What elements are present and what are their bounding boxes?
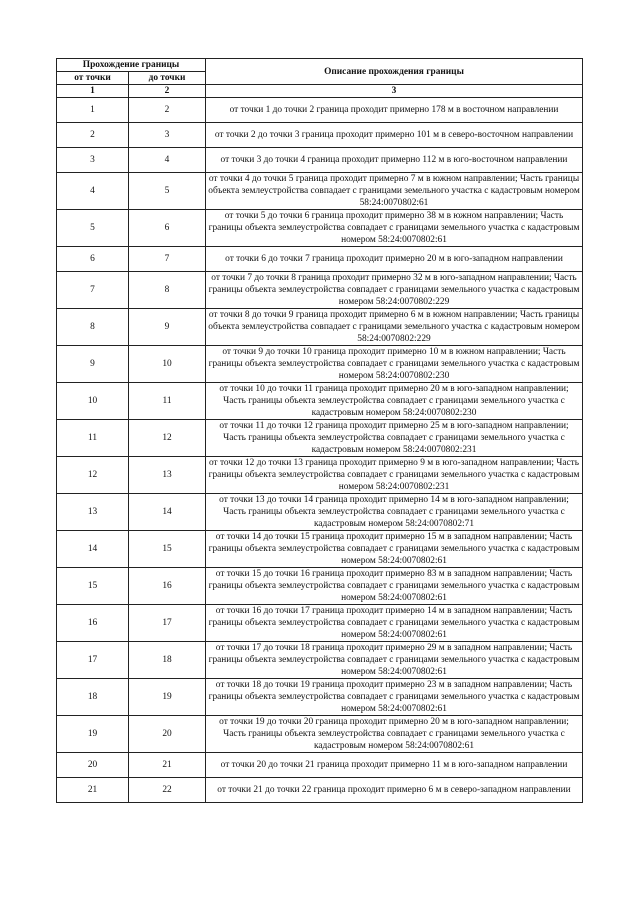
cell-to-point: 17 xyxy=(129,605,206,642)
cell-description: от точки 8 до точки 9 граница проходит примерно 6 м в южном направлении; Часть границы объекта землеустройства совпадает с границами земельного участка с кадастровым номером 58:24:0070802:229 xyxy=(206,309,583,346)
cell-to-point: 11 xyxy=(129,383,206,420)
cell-from-point: 4 xyxy=(57,173,129,210)
cell-description: от точки 3 до точки 4 граница проходит примерно 112 м в юго-восточном направлении xyxy=(206,148,583,173)
cell-from-point: 3 xyxy=(57,148,129,173)
cell-description: от точки 13 до точки 14 граница проходит примерно 14 м в юго-западном направлении; Часть границы объекта землеустройства совпадает с границами земельного участка с кадастровым номером 58:24:0070802:71 xyxy=(206,494,583,531)
cell-from-point: 12 xyxy=(57,457,129,494)
table-row xyxy=(57,420,583,457)
cell-description: от точки 9 до точки 10 граница проходит примерно 10 м в южном направлении; Часть границы объекта землеустройства совпадает с границами земельного участка с кадастровым номером 58:24:0070802:230 xyxy=(206,346,583,383)
cell-to-point: 8 xyxy=(129,272,206,309)
cell-description: от точки 4 до точки 5 граница проходит примерно 7 м в южном направлении; Часть границы объекта землеустройства совпадает с границами земельного участка с кадастровым номером 58:24:0070802:61 xyxy=(206,173,583,210)
cell-description: от точки 19 до точки 20 граница проходит примерно 20 м в юго-западном направлении; Часть границы объекта землеустройства совпадает с границами земельного участка с кадастровым номером 58:24:0070802:61 xyxy=(206,716,583,753)
cell-from-point: 15 xyxy=(57,568,129,605)
cell-from-point: 21 xyxy=(57,778,129,803)
table-header xyxy=(57,59,583,98)
cell-description: от точки 17 до точки 18 граница проходит примерно 29 м в западном направлении; Часть границы объекта землеустройства совпадает с границами земельного участка с кадастровым номером 58:24:0070802:61 xyxy=(206,642,583,679)
cell-from-point: 5 xyxy=(57,210,129,247)
table-row xyxy=(57,531,583,568)
header-column-number-3: 3 xyxy=(206,85,583,98)
cell-description: от точки 2 до точки 3 граница проходит примерно 101 м в северо-восточном направлении xyxy=(206,123,583,148)
table-row xyxy=(57,642,583,679)
cell-to-point: 20 xyxy=(129,716,206,753)
header-to-point: до точки xyxy=(129,72,206,85)
table-row xyxy=(57,494,583,531)
header-column-number-2: 2 xyxy=(129,85,206,98)
cell-description: от точки 20 до точки 21 граница проходит примерно 11 м в юго-западном направлении xyxy=(206,753,583,778)
cell-from-point: 2 xyxy=(57,123,129,148)
table-row xyxy=(57,716,583,753)
table-row xyxy=(57,605,583,642)
cell-description: от точки 14 до точки 15 граница проходит примерно 15 м в западном направлении; Часть границы объекта землеустройства совпадает с границами земельного участка с кадастровым номером 58:24:0070802:61 xyxy=(206,531,583,568)
cell-to-point: 21 xyxy=(129,753,206,778)
cell-to-point: 2 xyxy=(129,98,206,123)
cell-from-point: 9 xyxy=(57,346,129,383)
table-row xyxy=(57,753,583,778)
cell-description: от точки 18 до точки 19 граница проходит примерно 23 м в западном направлении; Часть границы объекта землеустройства совпадает с границами земельного участка с кадастровым номером 58:24:0070802:61 xyxy=(206,679,583,716)
cell-to-point: 18 xyxy=(129,642,206,679)
table-row xyxy=(57,148,583,173)
cell-from-point: 16 xyxy=(57,605,129,642)
cell-description: от точки 6 до точки 7 граница проходит примерно 20 м в юго-западном направлении xyxy=(206,247,583,272)
cell-from-point: 14 xyxy=(57,531,129,568)
table-row xyxy=(57,173,583,210)
table-row xyxy=(57,383,583,420)
table-row xyxy=(57,568,583,605)
cell-from-point: 6 xyxy=(57,247,129,272)
cell-from-point: 18 xyxy=(57,679,129,716)
cell-to-point: 5 xyxy=(129,173,206,210)
table-row xyxy=(57,123,583,148)
cell-to-point: 7 xyxy=(129,247,206,272)
cell-from-point: 10 xyxy=(57,383,129,420)
table-row xyxy=(57,272,583,309)
cell-to-point: 16 xyxy=(129,568,206,605)
cell-description: от точки 7 до точки 8 граница проходит примерно 32 м в юго-западном направлении; Часть границы объекта землеустройства совпадает с границами земельного участка с кадастровым номером 58:24:0070802:229 xyxy=(206,272,583,309)
cell-to-point: 3 xyxy=(129,123,206,148)
table-row xyxy=(57,98,583,123)
cell-from-point: 1 xyxy=(57,98,129,123)
cell-to-point: 15 xyxy=(129,531,206,568)
cell-to-point: 13 xyxy=(129,457,206,494)
cell-description: от точки 1 до точки 2 граница проходит примерно 178 м в восточном направлении xyxy=(206,98,583,123)
cell-to-point: 9 xyxy=(129,309,206,346)
cell-description: от точки 16 до точки 17 граница проходит примерно 14 м в западном направлении; Часть границы объекта землеустройства совпадает с границами земельного участка с кадастровым номером 58:24:0070802:61 xyxy=(206,605,583,642)
cell-from-point: 8 xyxy=(57,309,129,346)
cell-to-point: 4 xyxy=(129,148,206,173)
cell-from-point: 20 xyxy=(57,753,129,778)
table-row xyxy=(57,309,583,346)
cell-to-point: 14 xyxy=(129,494,206,531)
table-row xyxy=(57,247,583,272)
cell-to-point: 6 xyxy=(129,210,206,247)
table-row xyxy=(57,679,583,716)
cell-to-point: 10 xyxy=(129,346,206,383)
cell-description: от точки 11 до точки 12 граница проходит примерно 25 м в юго-западном направлении; Часть границы объекта землеустройства совпадает с границами земельного участка с кадастровым номером 58:24:0070802:231 xyxy=(206,420,583,457)
cell-from-point: 7 xyxy=(57,272,129,309)
cell-from-point: 11 xyxy=(57,420,129,457)
cell-description: от точки 12 до точки 13 граница проходит примерно 9 м в юго-западном направлении; Часть границы объекта землеустройства совпадает с границами земельного участка с кадастровым номером 58:24:0070802:231 xyxy=(206,457,583,494)
header-from-point: от точки xyxy=(57,72,129,85)
table-row xyxy=(57,457,583,494)
header-description: Описание прохождения границы xyxy=(206,59,583,85)
cell-description: от точки 5 до точки 6 граница проходит примерно 38 м в южном направлении; Часть границы объекта землеустройства совпадает с границами земельного участка с кадастровым номером 58:24:0070802:61 xyxy=(206,210,583,247)
cell-to-point: 19 xyxy=(129,679,206,716)
cell-description: от точки 10 до точки 11 граница проходит примерно 20 м в юго-западном направлении; Часть границы объекта землеустройства совпадает с границами земельного участка с кадастровым номером 58:24:0070802:230 xyxy=(206,383,583,420)
table-row xyxy=(57,210,583,247)
cell-from-point: 17 xyxy=(57,642,129,679)
cell-description: от точки 21 до точки 22 граница проходит примерно 6 м в северо-западном направлении xyxy=(206,778,583,803)
boundary-table xyxy=(56,58,583,803)
table-row xyxy=(57,778,583,803)
cell-to-point: 22 xyxy=(129,778,206,803)
cell-description: от точки 15 до точки 16 граница проходит примерно 83 м в западном направлении; Часть границы объекта землеустройства совпадает с границами земельного участка с кадастровым номером 58:24:0070802:61 xyxy=(206,568,583,605)
cell-from-point: 13 xyxy=(57,494,129,531)
cell-from-point: 19 xyxy=(57,716,129,753)
header-group-title: Прохождение границы xyxy=(57,59,206,72)
cell-to-point: 12 xyxy=(129,420,206,457)
table-body xyxy=(57,98,583,803)
table-row xyxy=(57,346,583,383)
header-column-number-1: 1 xyxy=(57,85,129,98)
